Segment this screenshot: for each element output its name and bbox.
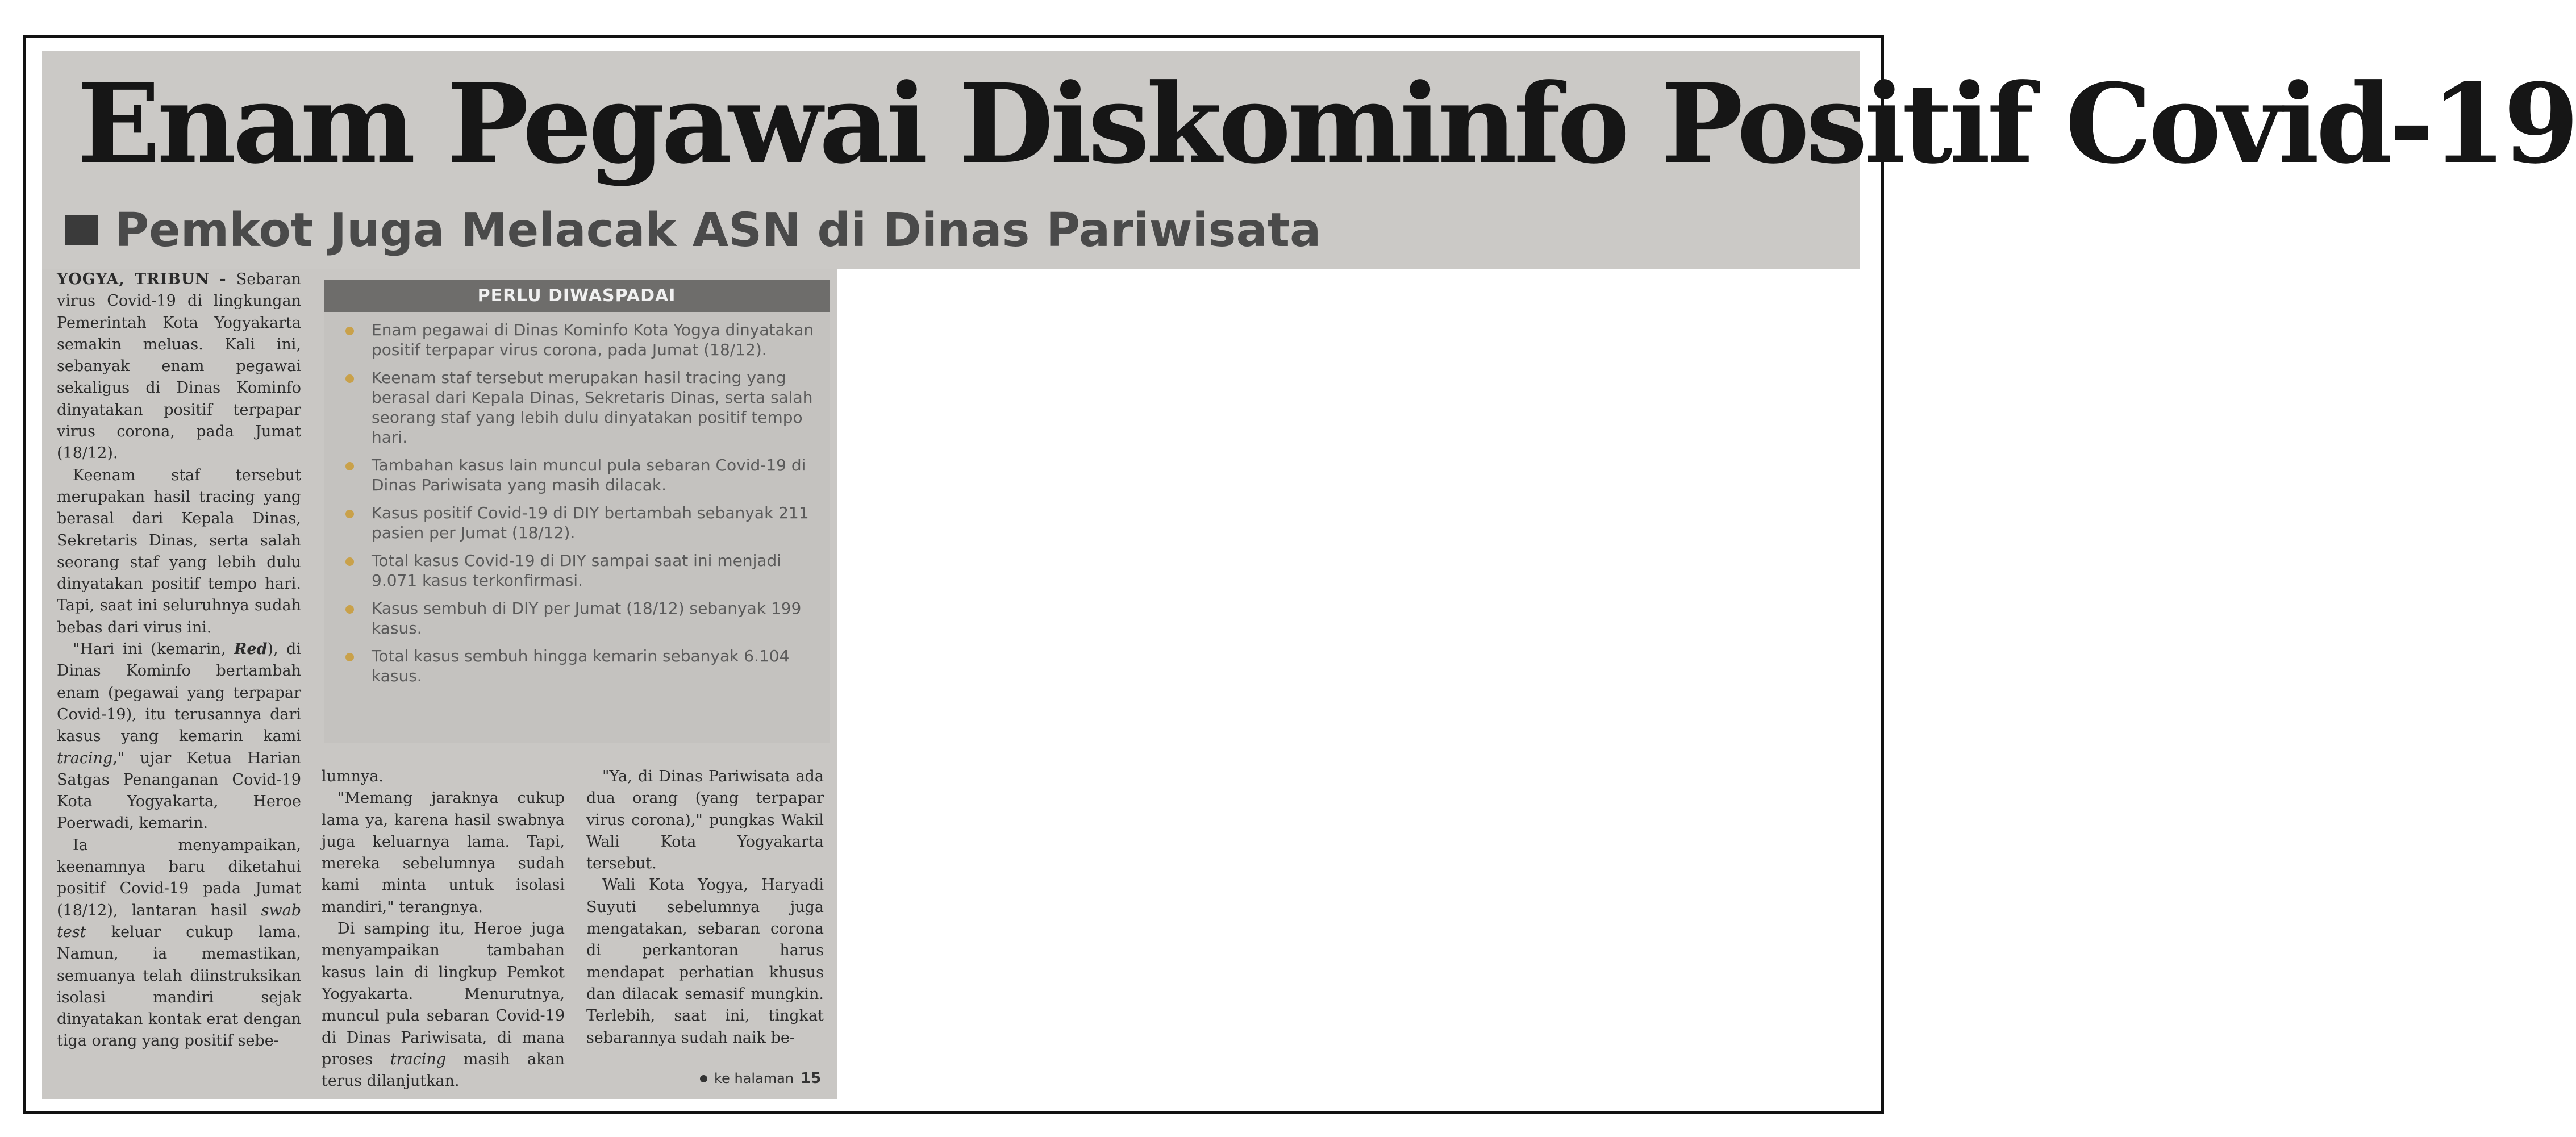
text-run: masih akan terus dilanjutkan. (322, 1050, 565, 1090)
paragraph (57, 269, 301, 465)
paragraph: Keenam staf tersebut merupakan hasil tracing yang berasal dari Kepala Dinas, Sekretaris Dinas, serta salah seorang staf yang lebih dulu dinyatakan positif tempo hari. Tapi, saat ini seluruhnya sudah bebas dari virus ini. (57, 466, 301, 636)
paragraph (57, 835, 301, 1052)
list-item (340, 551, 820, 590)
paragraph: "Memang jaraknya cukup lama ya, karena hasil swabnya juga keluarnya lama. Tapi, mereka sebelumnya sudah kami minta untuk isolasi mandiri," terangnya. (322, 789, 565, 916)
continued-on-page (700, 1067, 821, 1090)
paragraph (322, 918, 565, 1092)
list-item (340, 455, 820, 495)
article-column-2 (322, 766, 565, 1098)
text-run: Ia menyampaikan, keenamnya baru diketahui positif Covid-19 pada Jumat (18/12), lantaran hasil (57, 836, 301, 919)
list-item-text: Kasus sembuh di DIY per Jumat (18/12) sebanyak 199 kasus. (372, 599, 802, 638)
list-item (340, 320, 820, 360)
continue-label: ke halaman (714, 1071, 794, 1086)
list-item (340, 646, 820, 686)
paragraph-text: Sebaran virus Covid-19 di lingkungan Pemerintah Kota Yogyakarta semakin meluas. Kali ini, sebanyak enam pegawai sekaligus di Dinas Kominfo dinyatakan positif terpapar virus corona, pada Jumat (18/12). (57, 270, 301, 463)
subheadline (65, 193, 1321, 267)
list-item (340, 503, 820, 543)
list-item-text: Keenam staf tersebut merupakan hasil tracing yang berasal dari Kepala Dinas, Sekretaris Dinas, serta salah seorang staf yang lebih dulu dinyatakan positif tempo hari. (372, 368, 813, 447)
list-item-text: Kasus positif Covid-19 di DIY bertambah sebanyak 211 pasien per Jumat (18/12). (372, 503, 809, 542)
sidebar-box (324, 280, 830, 743)
headline-band (42, 51, 2576, 269)
bullet-dot-icon (345, 462, 354, 470)
newspaper-clipping (42, 51, 2576, 1099)
bullet-dot-icon (700, 1075, 707, 1082)
list-item (340, 368, 820, 447)
bullet-dot-icon (345, 510, 354, 518)
text-run: Di samping itu, Heroe juga menyampaikan tambahan kasus lain di lingkup Pemkot Yogyakarta. Menurutnya, muncul pula sebaran Covid-19 di Dinas Pariwisata, di mana proses (322, 920, 565, 1068)
bullet-dot-icon (345, 327, 354, 335)
bullet-dot-icon (345, 653, 354, 661)
bullet-dot-icon (345, 557, 354, 566)
list-item-text: Total kasus Covid-19 di DIY sampai saat ini menjadi 9.071 kasus terkonfirmasi. (372, 551, 782, 590)
bullet-dot-icon (345, 374, 354, 383)
square-bullet-icon (65, 215, 98, 245)
text-run: tracing (57, 749, 113, 767)
text-run: tracing (390, 1050, 447, 1068)
paragraph: Wali Kota Yogya, Haryadi Suyuti sebelumnya juga mengatakan, sebaran corona di perkantoran harus mendapat perhatian khusus dan dilacak semasif mungkin. Terlebih, saat ini, tingkat sebarannya sudah naik be- (586, 876, 824, 1047)
text-run: swab test (57, 901, 301, 941)
text-run: keluar cukup lama. Namun, ia memastikan, semuanya telah diinstruksikan isolasi mandiri sejak dinyatakan kontak erat dengan tiga orang yang positif sebe- (57, 923, 301, 1050)
list-item-text: Enam pegawai di Dinas Kominfo Kota Yogya dinyatakan positif terpapar virus corona, pada Jumat (18/12). (372, 320, 814, 359)
list-item-text: Tambahan kasus lain muncul pula sebaran Covid-19 di Dinas Pariwisata yang masih dilacak. (372, 456, 806, 494)
dateline: YOGYA, TRIBUN - (57, 270, 236, 288)
text-run: "Hari ini (kemarin, (73, 640, 234, 659)
article-column-3 (586, 766, 824, 1050)
text-run: Red (234, 640, 268, 659)
sidebar-title: PERLU DIWASPADAI (324, 280, 830, 312)
headline: Enam Pegawai Diskominfo Positif Covid-19 (77, 60, 2576, 188)
continue-page-number: 15 (801, 1070, 822, 1087)
bullet-dot-icon (345, 605, 354, 614)
subheadline-text: Pemkot Juga Melacak ASN di Dinas Pariwisata (115, 203, 1322, 257)
list-item-text: Total kasus sembuh hingga kemarin sebanyak 6.104 kasus. (372, 647, 790, 685)
list-item (340, 598, 820, 638)
article-body (42, 269, 837, 1099)
paragraph (57, 639, 301, 835)
text-run: ," ujar Ketua Harian Satgas Penanganan Covid-19 Kota Yogyakarta, Heroe Poerwadi, kemarin. (57, 749, 301, 832)
article-column-1 (57, 269, 301, 1098)
paragraph: lumnya. (322, 768, 384, 785)
sidebar-list (340, 320, 820, 694)
paragraph: "Ya, di Dinas Pariwisata ada dua orang (yang terpapar virus corona)," pungkas Wakil Wali Kota Yogyakarta tersebut. (586, 768, 824, 873)
text-run: ), di Dinas Kominfo bertambah enam (pegawai yang terpapar Covid-19), itu terusannya dari kasus yang kemarin kami (57, 640, 301, 745)
